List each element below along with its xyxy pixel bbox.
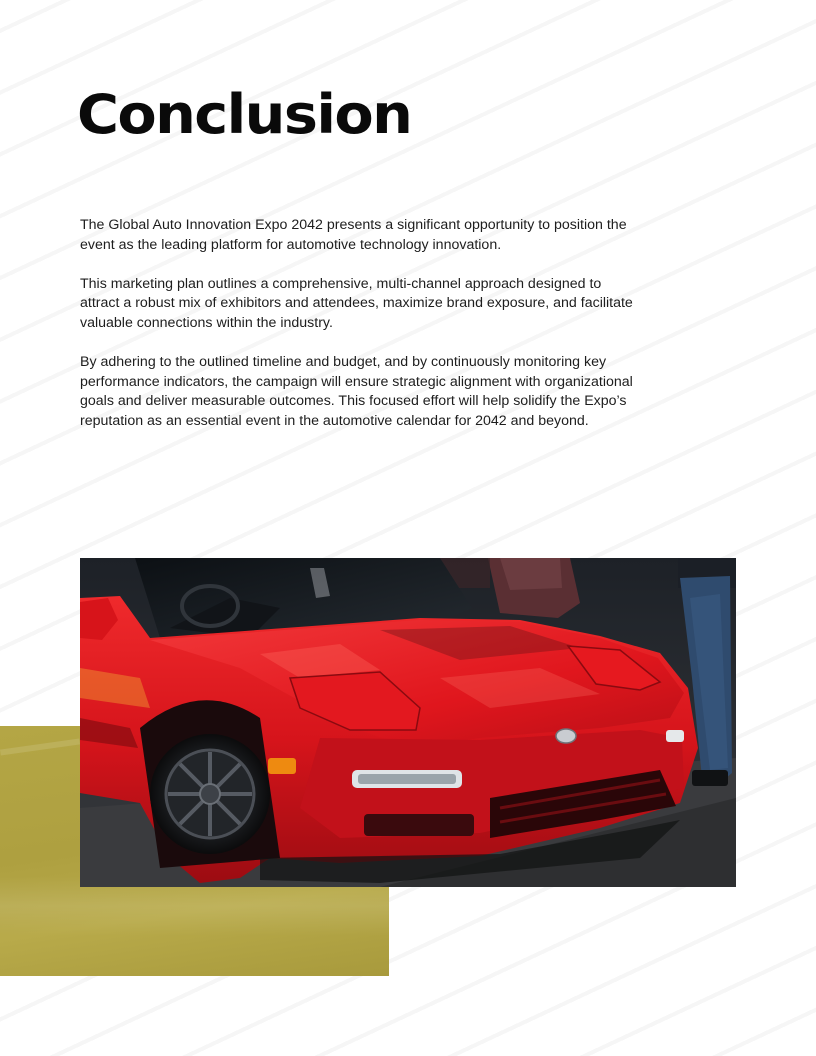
page-title: Conclusion [77, 83, 412, 146]
paragraph-outcomes: By adhering to the outlined timeline and budget, and by continuously monitoring key performance indicators, the campaign will ensure strategic alignment with organizational goals and deliver measurable outcomes. This focused effort will help solidify the Expo’s reputation as an essential event in the automotive calendar for 2042 and beyond. [80, 353, 633, 429]
red-sports-car-photo [80, 558, 736, 887]
paragraph-intro: The Global Auto Innovation Expo 2042 presents a significant opportunity to position the event as the leading platform for automotive technology innovation. [80, 217, 627, 253]
car-illustration [80, 558, 736, 887]
body-text [80, 216, 640, 451]
paragraph-approach: This marketing plan outlines a comprehensive, multi-channel approach designed to attract a robust mix of exhibitors and attendees, maximize brand exposure, and facilitate valuable connections within the industry. [80, 275, 633, 331]
